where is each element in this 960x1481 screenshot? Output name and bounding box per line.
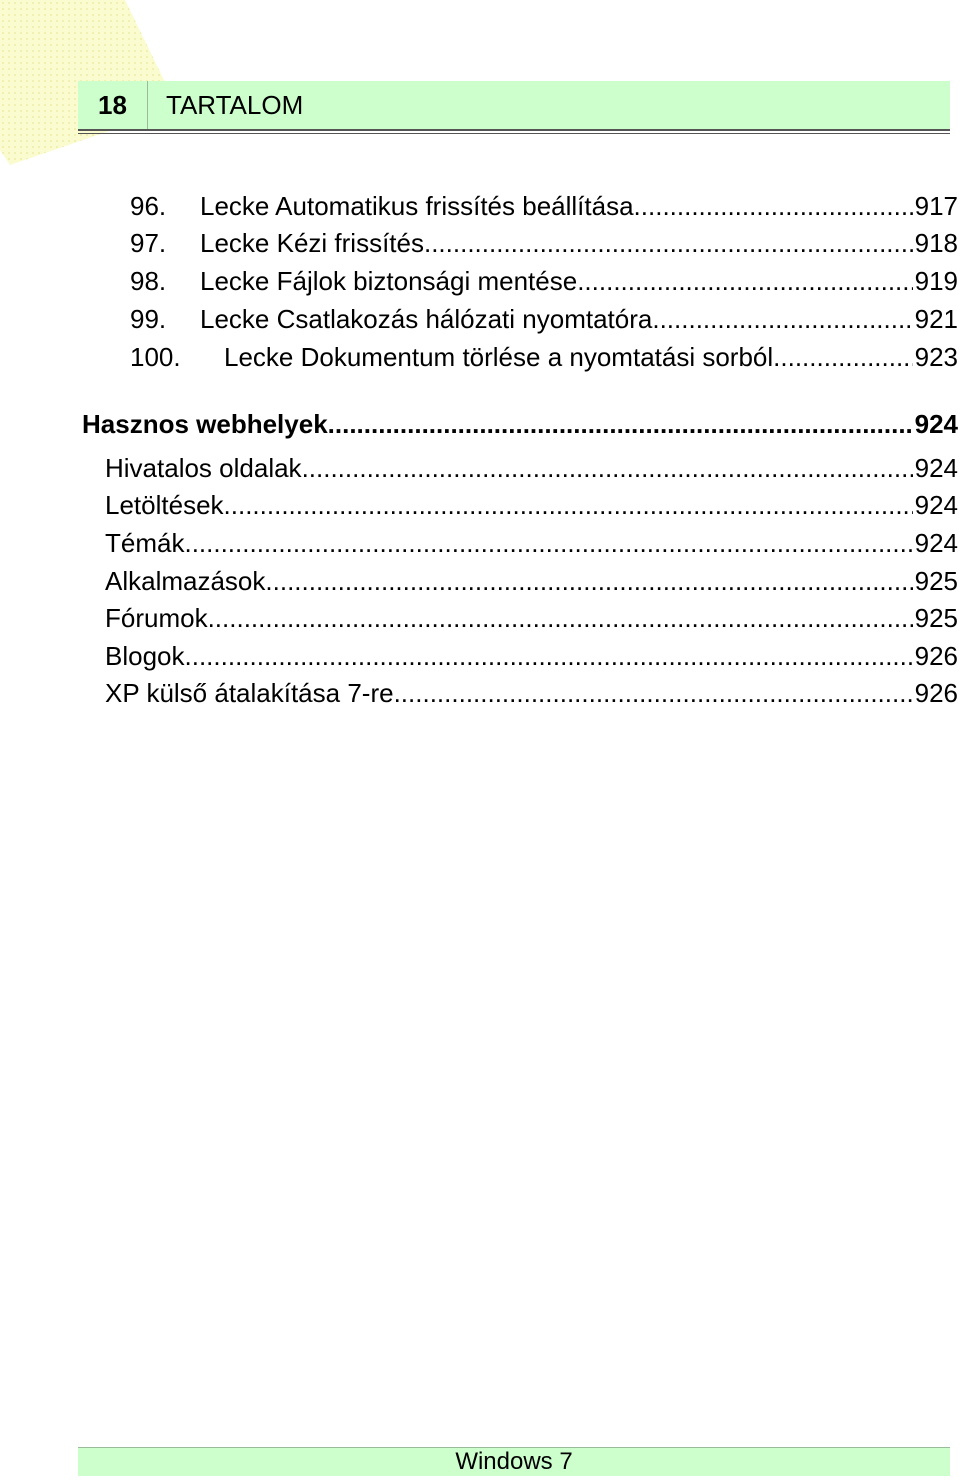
toc-entry-lesson-98[interactable] [130,264,958,298]
page-ref: 919 [914,266,958,296]
page-ref: 926 [914,678,958,708]
page-ref: 917 [914,191,958,221]
subsection-title: Alkalmazások [105,566,266,596]
toc-entry-lesson-99[interactable] [130,302,958,336]
page-ref: 924 [914,453,958,483]
dot-leader [773,340,912,374]
toc-entry-subsection[interactable] [105,526,958,560]
dot-leader [265,564,912,598]
lesson-title: Lecke Kézi frissítés [200,228,424,258]
subsection-title: Blogok [105,641,185,671]
toc-entry-lesson-100[interactable] [130,340,958,374]
lesson-number: 97. [130,228,167,258]
dot-leader [224,488,913,522]
lesson-title: Lecke Automatikus frissítés beállítása [200,191,634,221]
subsection-title: Hivatalos oldalak [105,453,302,483]
toc-entry-subsection[interactable] [105,451,958,485]
lesson-title: Lecke Dokumentum törlése a nyomtatási sorból [224,342,774,372]
toc-entry-subsection[interactable] [105,601,958,635]
dot-leader [302,451,913,485]
page-ref: 924 [914,490,958,520]
page-ref: 924 [914,409,958,439]
lesson-title: Lecke Fájlok biztonsági mentése [200,266,578,296]
subsection-title: XP külső átalakítása 7-re [105,678,394,708]
page-ref: 923 [914,342,958,372]
dot-leader [185,639,913,673]
lesson-title: Lecke Csatlakozás hálózati nyomtatóra [200,304,653,334]
toc-entry-subsection[interactable] [105,564,958,598]
subsection-title: Fórumok [105,603,208,633]
toc-entry-subsection[interactable] [105,676,958,710]
dot-leader [652,302,912,336]
dot-leader [577,264,912,298]
lesson-number: 99. [130,304,167,334]
page-header [78,81,950,129]
section-heading: Hasznos webhelyek [82,409,328,439]
lesson-number: 100. [130,342,181,372]
page-ref: 921 [914,304,958,334]
dot-leader [328,407,913,441]
page-ref: 924 [914,528,958,558]
toc-entry-section[interactable] [82,407,958,441]
dot-leader [394,676,913,710]
page-footer: Windows 7 [78,1447,950,1476]
toc-entry-subsection[interactable] [105,639,958,673]
dot-leader [208,601,913,635]
page-ref: 918 [914,228,958,258]
dot-leader [184,526,912,560]
toc-entry-lesson-97[interactable] [130,226,958,260]
header-rule [78,129,950,134]
subsection-title: Témák [105,528,185,558]
subsection-title: Letöltések [105,490,224,520]
toc-entry-subsection[interactable] [105,488,958,522]
page-ref: 925 [914,566,958,596]
section-title: TARTALOM [166,90,304,120]
page-ref: 925 [914,603,958,633]
dot-leader [424,226,913,260]
dot-leader [634,189,913,223]
page-ref: 926 [914,641,958,671]
lesson-number: 96. [130,191,167,221]
page-number: 18 [78,81,148,129]
toc-entry-lesson-96[interactable] [130,189,958,223]
lesson-number: 98. [130,266,167,296]
